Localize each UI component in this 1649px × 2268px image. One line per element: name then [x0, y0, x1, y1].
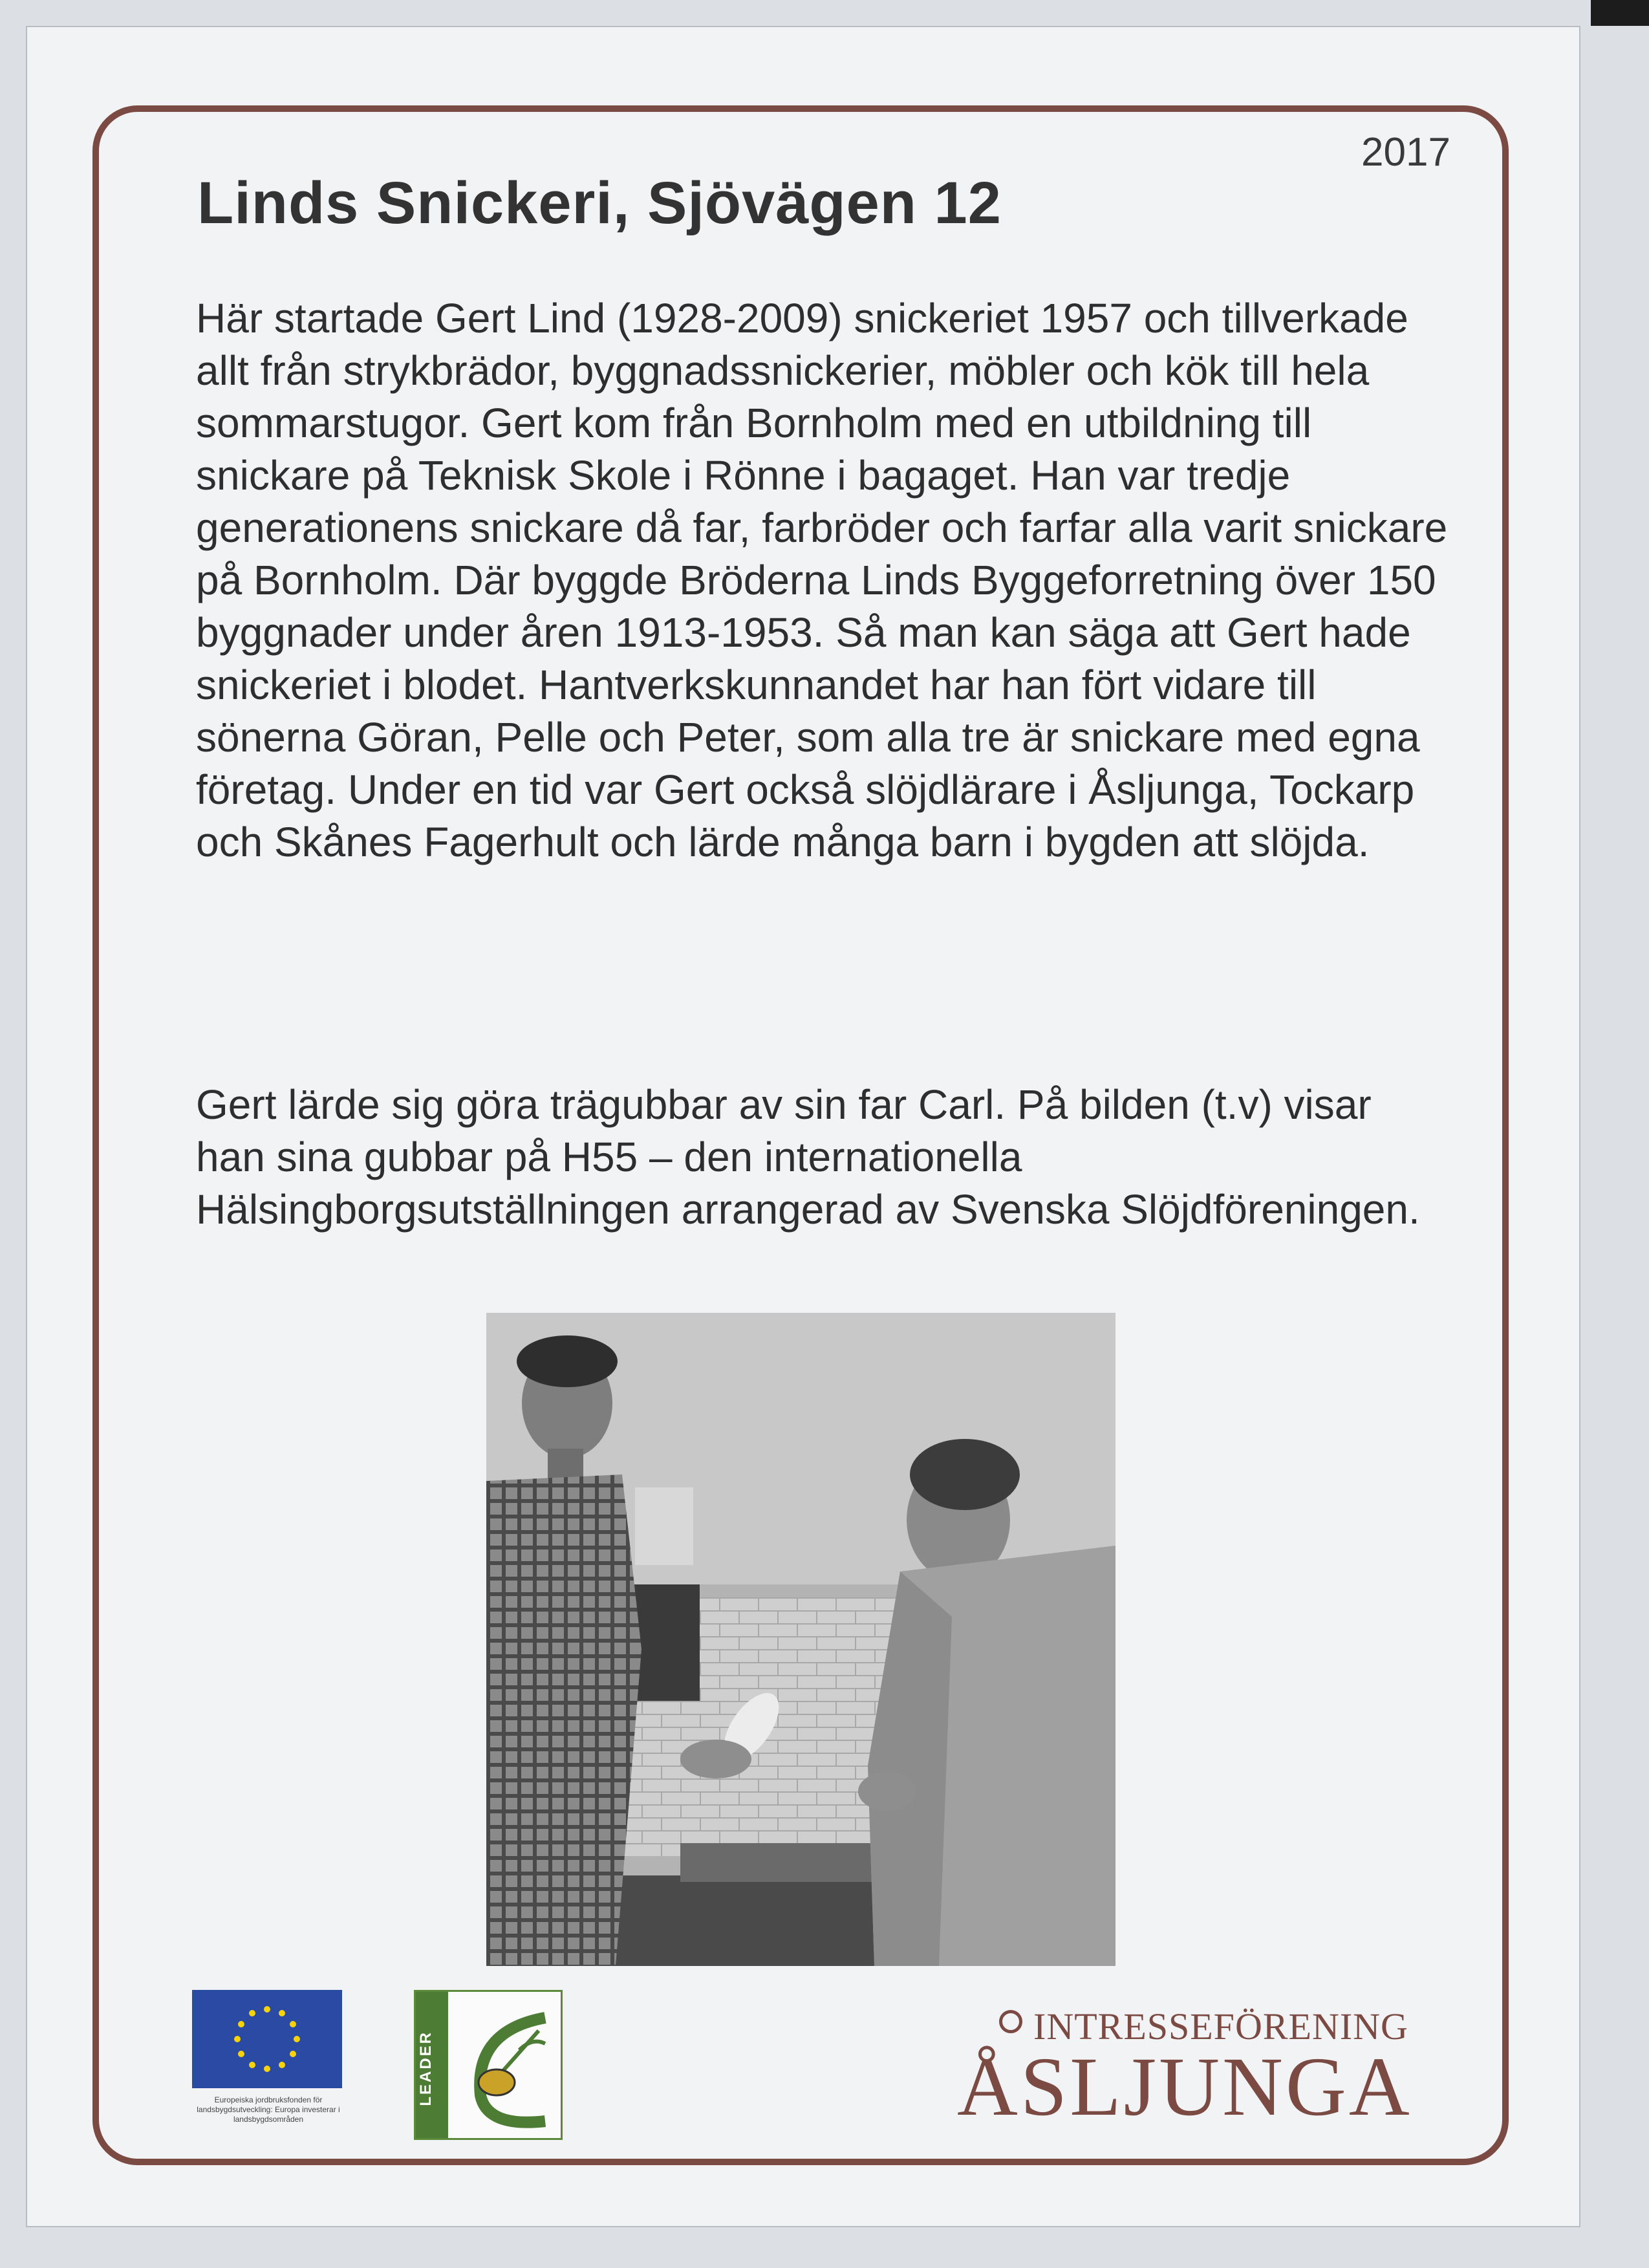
page-title: Linds Snickeri, Sjövägen 12: [197, 170, 1002, 236]
body-paragraph-2: Gert lärde sig göra trägubbar av sin far Carl. På bilden (t.v) visar han sina gubbar på H55 – den internationella Hälsingborgsutställningen arrangerad av Svenska Slöjdföreningen.: [196, 1081, 1420, 1233]
leader-label: LEADER: [417, 2031, 435, 2106]
body-paragraph-1: Här startade Gert Lind (1928-2009) snickeriet 1957 och tillverkade allt från strykbrädor, byggnadssnickerier, möbler och kök till hela sommarstugor. Gert kom från Bornholm med en utbildning till snickare på Teknisk Skole i Rönne i bagaget. Han var tredje generationens snickare då far, farbröder och farfar alla varit snickare på Bornholm. Där byggde Bröderna Linds Byggeforretning över 150 byggnader under åren 1913-1953. Så man kan säga att Gert hade snickeriet i blodet. Hantverkskunnandet har han fört vidare till sönerna Göran, Pelle och Peter, som alla tre är snickare med egna företag. Under en tid var Gert också slöjdlärare i Åsljunga, Tockarp och Skånes Fagerhult och lärde många barn i bygden att slöjda.: [196, 295, 1448, 865]
year-label: 2017: [1361, 130, 1450, 175]
historical-photo: [486, 1313, 1116, 1966]
leader-logo: [414, 1990, 563, 2140]
eu-caption: Europeiska jordbruksfonden för landsbygdsutveckling: Europa investerar i landsbygdsområden: [197, 2095, 340, 2124]
org-ring-icon: [999, 2010, 1022, 2033]
eu-flag-logo: [192, 1990, 342, 2088]
leader-emblem-icon: [448, 1992, 565, 2138]
scan-edge: [1591, 0, 1649, 26]
org-name-main: ÅSLJUNGA: [957, 2040, 1412, 2133]
eu-stars-icon: [192, 1990, 342, 2088]
org-name-top: INTRESSEFÖRENING: [1033, 2005, 1408, 2047]
photo-illustration: [486, 1313, 1116, 1966]
